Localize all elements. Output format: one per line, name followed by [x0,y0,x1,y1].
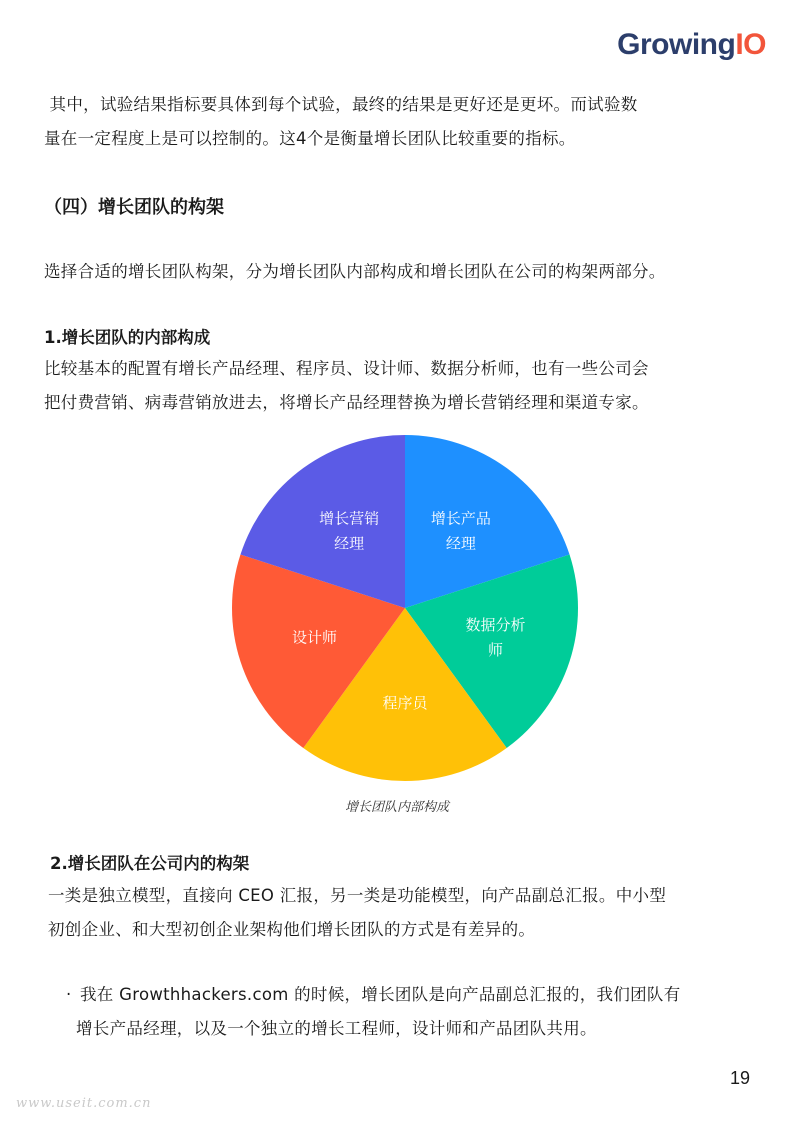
logo-text-main: Growing [617,28,736,61]
pie-label-0: 增长产品经理 [430,509,491,553]
section-intro: 选择合适的增长团队构架，分为增长团队内部构成和增长团队在公司的构架两部分。 [44,262,666,281]
logo-text-accent: IO [735,28,766,61]
subsection-1-paragraph [44,352,764,420]
subsection-2-heading: 2.增长团队在公司内的构架 [50,854,250,873]
bullet-line-1: 我在 Growthhackers.com 的时候，增长团队是向产品副总汇报的，我们团队有 [80,985,681,1004]
pie-chart-svg [220,428,590,788]
sub1-line-2: 把付费营销、病毒营销放进去，将增长产品经理替换为增长营销经理和渠道专家。 [44,393,649,412]
page-number: 19 [729,1068,750,1088]
bullet-line-2: 增长产品经理，以及一个独立的增长工程师，设计师和产品团队共用。 [76,1019,597,1038]
pie-label-3: 设计师 [291,628,338,647]
pie-label-2: 程序员 [382,694,428,713]
intro-line-1: 其中，试验结果指标要具体到每个试验，最终的结果是更好还是更坏。而试验数 [44,95,638,114]
bullet-dot: · [66,985,72,1004]
pie-label-4: 增长营销经理 [319,509,380,553]
intro-paragraph [44,88,764,156]
sub2-line-2: 初创企业、和大型初创企业架构他们增长团队的方式是有差异的。 [48,920,536,939]
subsection-2-paragraph [48,879,768,947]
sub1-line-1: 比较基本的配置有增长产品经理、程序员、设计师、数据分析师，也有一些公司会 [44,359,649,378]
subsection-1-heading: 1.增长团队的内部构成 [44,328,211,347]
sub2-line-1: 一类是独立模型，直接向 CEO 汇报，另一类是功能模型，向产品副总汇报。中小型 [48,886,667,905]
bullet-item [66,978,756,1046]
watermark: www.useit.com.cn [16,1096,152,1111]
chart-caption: 增长团队内部构成 [344,800,449,815]
intro-line-2: 量在一定程度上是可以控制的。这4个是衡量增长团队比较重要的指标。 [44,129,576,148]
growingio-logo [617,28,766,62]
pie-chart [220,428,590,788]
section-heading: （四）增长团队的构架 [44,197,224,218]
pie-label-1: 数据分析师 [465,615,526,659]
